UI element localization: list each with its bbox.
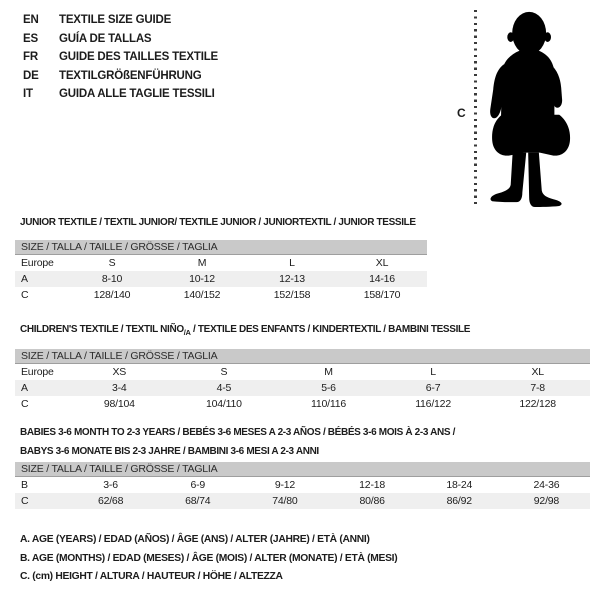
babies-title-line2: BABYS 3-6 MONATE BIS 2-3 JAHRE / BAMBINI 3-6 MESI A 2-3 ANNI <box>20 445 319 457</box>
baby-silhouette-image <box>487 8 581 208</box>
row-label: A <box>21 382 28 394</box>
height-cell: 122/128 <box>519 398 556 410</box>
height-cell: 92/98 <box>533 495 560 507</box>
junior-size-header-bar <box>15 240 427 255</box>
size-cell: XL <box>375 257 389 269</box>
height-cell: 152/158 <box>273 289 311 301</box>
children-textile-section <box>15 323 590 412</box>
language-code: FR <box>23 51 38 64</box>
language-row-es <box>23 30 218 49</box>
children-title-subscript: /A <box>183 328 191 337</box>
age-cell: 6-7 <box>425 382 441 394</box>
age-cell: 8-10 <box>101 273 123 285</box>
legend-footnotes <box>20 531 397 587</box>
children-row-age <box>15 380 590 396</box>
size-header-label: SIZE / TALLA / TAILLE / GRÖSSE / TAGLIA <box>21 350 218 362</box>
footnote-age-months: B. AGE (MONTHS) / EDAD (MESES) / ÂGE (MOIS) / ALTER (MONATE) / ETÀ (MESI) <box>20 552 398 564</box>
language-code: IT <box>23 88 33 101</box>
language-code: ES <box>23 32 38 45</box>
language-row-de <box>23 67 218 86</box>
months-cell: 18-24 <box>446 479 473 491</box>
row-label: A <box>21 273 28 285</box>
language-label: GUIDE DES TAILLES TEXTILE <box>59 51 218 64</box>
age-cell: 4-5 <box>216 382 232 394</box>
age-cell: 12-13 <box>279 273 305 285</box>
height-cell: 74/80 <box>272 495 298 507</box>
size-cell: XS <box>112 366 127 378</box>
size-cell: S <box>108 257 116 269</box>
children-title-part: / TEXTILE DES ENFANTS / KINDERTEXTIL / BAMBINI TESSILE <box>190 324 471 335</box>
months-cell: 9-12 <box>274 479 296 491</box>
age-cell: 5-6 <box>321 382 336 394</box>
language-label: GUIDA ALLE TAGLIE TESSILI <box>59 88 215 101</box>
height-cell: 158/170 <box>363 289 401 301</box>
size-cell: XL <box>531 366 544 378</box>
age-cell: 3-4 <box>112 382 127 394</box>
age-cell: 10-12 <box>189 273 215 285</box>
size-cell: S <box>220 366 228 378</box>
size-cell: L <box>289 257 295 269</box>
height-cell: 128/140 <box>93 289 131 301</box>
size-cell: M <box>197 257 207 269</box>
months-cell: 6-9 <box>190 479 206 491</box>
height-cell: 140/152 <box>183 289 221 301</box>
height-cell: 68/74 <box>185 495 211 507</box>
height-cell: 80/86 <box>359 495 385 507</box>
height-cell: 62/68 <box>97 495 124 507</box>
children-size-header-bar <box>15 349 590 364</box>
language-legend <box>23 11 218 104</box>
months-cell: 3-6 <box>103 479 118 491</box>
row-label: Europe <box>21 257 54 269</box>
height-cell: 104/110 <box>206 398 242 410</box>
language-code: EN <box>23 14 39 26</box>
junior-row-europe <box>15 255 427 271</box>
babies-title-line1: BABIES 3-6 MONTH TO 2-3 YEARS / BEBÉS 3-6 MESES A 2-3 AÑOS / BÉBÉS 3-6 MOIS À 2-3 ANS / <box>20 427 456 438</box>
size-cell: M <box>324 366 333 378</box>
language-label: GUÍA DE TALLAS <box>59 32 152 45</box>
junior-row-height <box>15 287 427 303</box>
height-measure-dotted-line <box>474 10 477 208</box>
babies-row-months <box>15 477 590 493</box>
row-label: C <box>21 398 29 410</box>
junior-row-age <box>15 271 427 287</box>
language-code: DE <box>23 69 39 82</box>
height-measure-label: C <box>457 106 466 120</box>
height-cell: 98/104 <box>103 398 135 410</box>
language-row-fr <box>23 48 218 67</box>
junior-table-title: JUNIOR TEXTILE / TEXTIL JUNIOR/ TEXTILE JUNIOR / JUNIORTEXTIL / JUNIOR TESSILE <box>20 217 416 228</box>
size-header-label: SIZE / TALLA / TAILLE / GRÖSSE / TAGLIA <box>21 241 218 253</box>
babies-row-height <box>15 493 590 509</box>
children-row-europe <box>15 364 590 380</box>
age-cell: 14-16 <box>369 273 395 285</box>
children-row-height <box>15 396 590 412</box>
row-label: B <box>21 479 28 491</box>
junior-textile-section <box>15 216 427 303</box>
row-label: C <box>21 495 29 507</box>
row-label: C <box>21 289 29 301</box>
language-label: TEXTILE SIZE GUIDE <box>59 14 172 26</box>
height-cell: 110/116 <box>310 398 346 410</box>
height-cell: 116/122 <box>415 398 451 410</box>
language-row-en <box>23 11 218 30</box>
babies-size-header-bar <box>15 462 590 477</box>
children-title-part: CHILDREN'S TEXTILE / TEXTIL NIÑO <box>20 324 184 335</box>
months-cell: 12-18 <box>359 479 386 491</box>
row-label: Europe <box>21 366 54 378</box>
size-cell: L <box>430 366 436 378</box>
language-row-it <box>23 85 218 104</box>
babies-table-title <box>15 424 590 461</box>
months-cell: 24-36 <box>533 479 560 491</box>
footnote-age-years: A. AGE (YEARS) / EDAD (AÑOS) / ÂGE (ANS) / ALTER (JAHRE) / ETÀ (ANNI) <box>20 534 370 545</box>
footnote-height: C. (cm) HEIGHT / ALTURA / HAUTEUR / HÖHE / ALTEZZA <box>20 571 283 583</box>
age-cell: 7-8 <box>530 382 545 394</box>
size-header-label: SIZE / TALLA / TAILLE / GRÖSSE / TAGLIA <box>21 463 218 475</box>
babies-textile-section <box>15 424 590 509</box>
height-cell: 86/92 <box>446 495 472 507</box>
language-label: TEXTILGRÖßENFÜHRUNG <box>59 69 202 82</box>
children-table-title <box>15 323 590 339</box>
